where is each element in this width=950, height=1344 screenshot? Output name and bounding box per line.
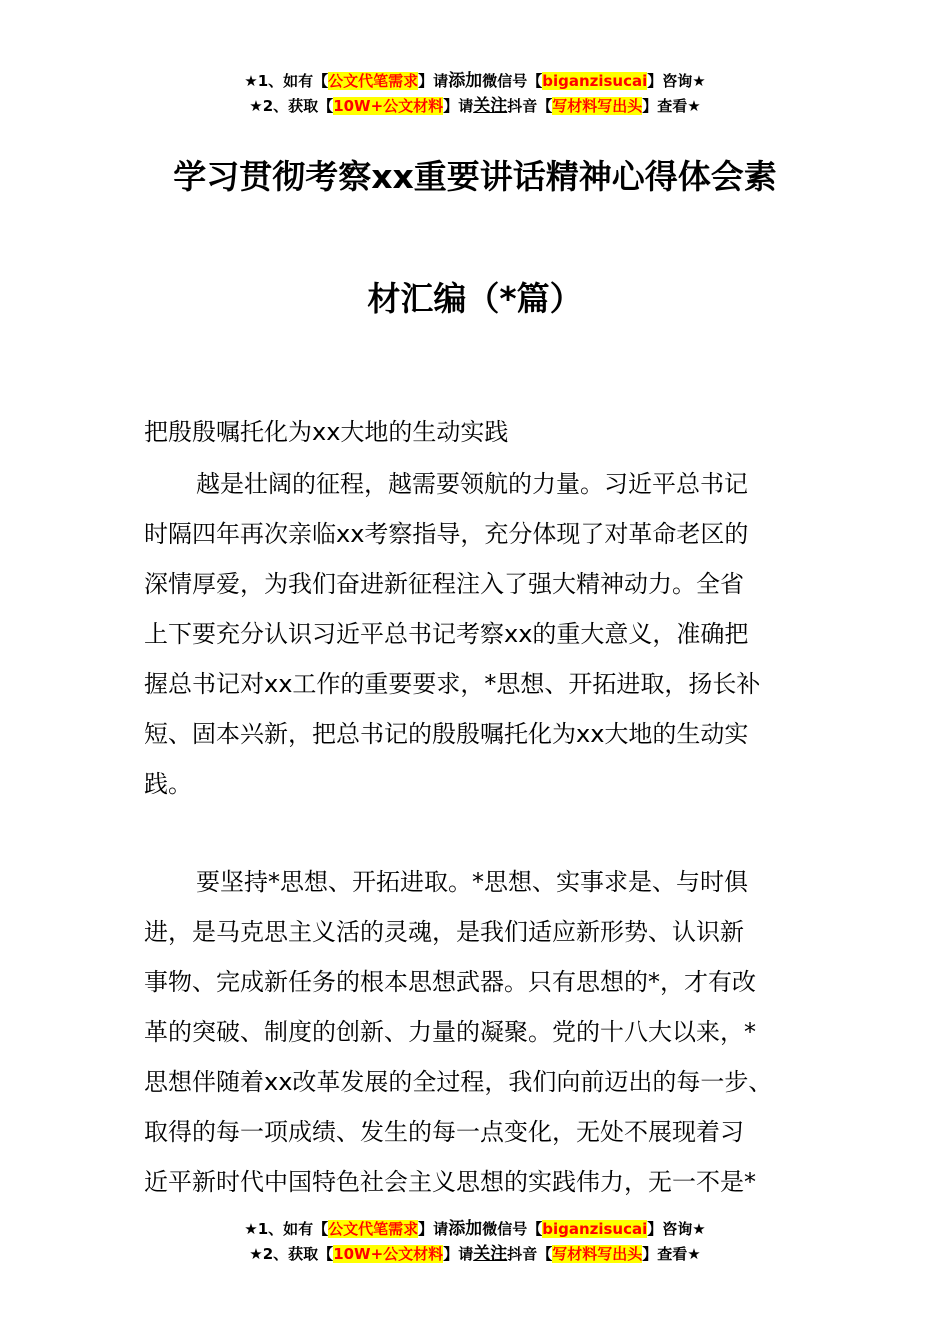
paragraph-line: 进，是马克思主义活的灵魂，是我们适应新形势、认识新	[144, 918, 744, 946]
banner-line-2	[0, 1242, 950, 1267]
paragraph-line: 取得的每一项成绩、发生的每一点变化，无处不展现着习	[144, 1118, 744, 1146]
banner-text: 抖音【	[507, 97, 553, 115]
document-title-line-1: 学习贯彻考察xx重要讲话精神心得体会素	[173, 157, 777, 196]
paragraph-line: 要坚持*思想、开拓进取。*思想、实事求是、与时俱	[196, 868, 748, 896]
highlight-douyin-account: 写材料写出头	[552, 97, 643, 115]
banner-line-1	[0, 69, 950, 94]
paragraph-1	[144, 459, 814, 809]
banner-text: 抖音【	[507, 1245, 553, 1263]
banner-line-2	[0, 94, 950, 119]
highlight-materials: 10W+公文材料	[333, 1245, 444, 1263]
highlight-wechat-id: biganzisucai	[542, 72, 648, 90]
banner-text: ★1、如有【	[244, 72, 329, 90]
banner-text: 】请	[443, 97, 474, 115]
banner-emphasis: 添加	[448, 1219, 483, 1239]
paragraph-line: 握总书记对xx工作的重要要求，*思想、开拓进取，扬长补	[144, 670, 761, 698]
bottom-banner	[0, 1217, 950, 1267]
highlight-wechat-id: biganzisucai	[542, 1220, 648, 1238]
banner-text: 微信号【	[482, 72, 543, 90]
banner-text: 】请	[418, 72, 449, 90]
banner-text: 】查看★	[642, 1245, 701, 1263]
banner-text: ★1、如有【	[244, 1220, 329, 1238]
paragraph-line: 深情厚爱，为我们奋进新征程注入了强大精神动力。全省	[144, 570, 744, 598]
highlight-service: 公文代笔需求	[328, 1220, 419, 1238]
banner-text: ★2、获取【	[249, 1245, 334, 1263]
paragraph-line: 思想伴随着xx改革发展的全过程，我们向前迈出的每一步、	[144, 1068, 773, 1096]
top-banner	[0, 69, 950, 119]
banner-emphasis: 关注	[473, 1244, 508, 1264]
banner-emphasis: 关注	[473, 96, 508, 116]
paragraph-line: 近平新时代中国特色社会主义思想的实践伟力，无一不是*	[144, 1168, 756, 1196]
document-title-line-2: 材汇编（*篇）	[367, 279, 583, 318]
banner-line-1	[0, 1217, 950, 1242]
banner-text: 】请	[443, 1245, 474, 1263]
paragraph-line: 践。	[144, 770, 192, 798]
banner-text: 微信号【	[482, 1220, 543, 1238]
banner-text: 】咨询★	[647, 72, 706, 90]
paragraph-line: 时隔四年再次亲临xx考察指导，充分体现了对革命老区的	[144, 520, 749, 548]
banner-emphasis: 添加	[448, 71, 483, 91]
paragraph-line: 越是壮阔的征程，越需要领航的力量。习近平总书记	[196, 470, 748, 498]
banner-text: 】请	[418, 1220, 449, 1238]
section-heading: 把殷殷嘱托化为xx大地的生动实践	[144, 418, 509, 446]
banner-text: 】咨询★	[647, 1220, 706, 1238]
banner-text: 】查看★	[642, 97, 701, 115]
banner-text: ★2、获取【	[249, 97, 334, 115]
paragraph-line: 革的突破、制度的创新、力量的凝聚。党的十八大以来，*	[144, 1018, 756, 1046]
paragraph-2	[144, 857, 814, 1207]
highlight-materials: 10W+公文材料	[333, 97, 444, 115]
highlight-douyin-account: 写材料写出头	[552, 1245, 643, 1263]
paragraph-line: 上下要充分认识习近平总书记考察xx的重大意义，准确把	[144, 620, 749, 648]
paragraph-line: 短、固本兴新，把总书记的殷殷嘱托化为xx大地的生动实	[144, 720, 749, 748]
paragraph-line: 事物、完成新任务的根本思想武器。只有思想的*，才有改	[144, 968, 756, 996]
highlight-service: 公文代笔需求	[328, 72, 419, 90]
